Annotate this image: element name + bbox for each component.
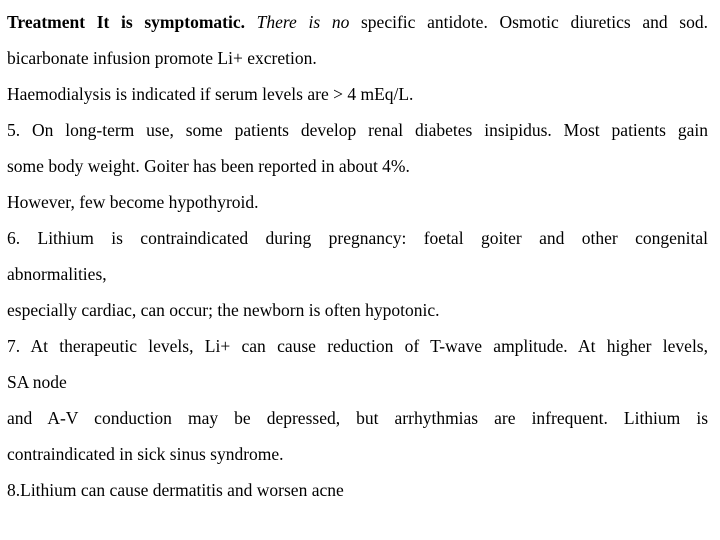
paragraph-treatment-line-1	[7, 4, 708, 40]
point-5-line-2: some body weight. Goiter has been reported in about 4%.	[7, 156, 410, 176]
point-8: 8.Lithium can cause dermatitis and worsen acne	[7, 480, 344, 500]
point-6-line-1: 6. Lithium is contraindicated during pregnancy: foetal goiter and other congenital	[7, 228, 708, 248]
treatment-heading: Treatment It is symptomatic.	[7, 12, 245, 32]
paragraph-haemodialysis: Haemodialysis is indicated if serum levels are > 4 mEq/L.	[7, 84, 414, 104]
point-5-line-1: 5. On long-term use, some patients develop renal diabetes insipidus. Most patients gain	[7, 120, 708, 140]
point-7-line-1: 7. At therapeutic levels, Li+ can cause reduction of T-wave amplitude. At higher levels,	[7, 336, 708, 356]
point-5-line-3: However, few become hypothyroid.	[7, 192, 259, 212]
point-6-line-2: abnormalities,	[7, 264, 107, 284]
treatment-text: specific antidote. Osmotic diuretics and sod.	[349, 12, 708, 32]
point-7-line-4: contraindicated in sick sinus syndrome.	[7, 444, 284, 464]
point-7-line-2: SA node	[7, 372, 67, 392]
point-6-line-3: especially cardiac, can occur; the newborn is often hypotonic.	[7, 300, 440, 320]
document-body	[7, 4, 708, 508]
treatment-italic-text: There is no	[244, 12, 350, 32]
point-7-line-3: and A-V conduction may be depressed, but arrhythmias are infrequent. Lithium is	[7, 408, 708, 428]
paragraph-treatment-line-2: bicarbonate infusion promote Li+ excretion.	[7, 48, 317, 68]
